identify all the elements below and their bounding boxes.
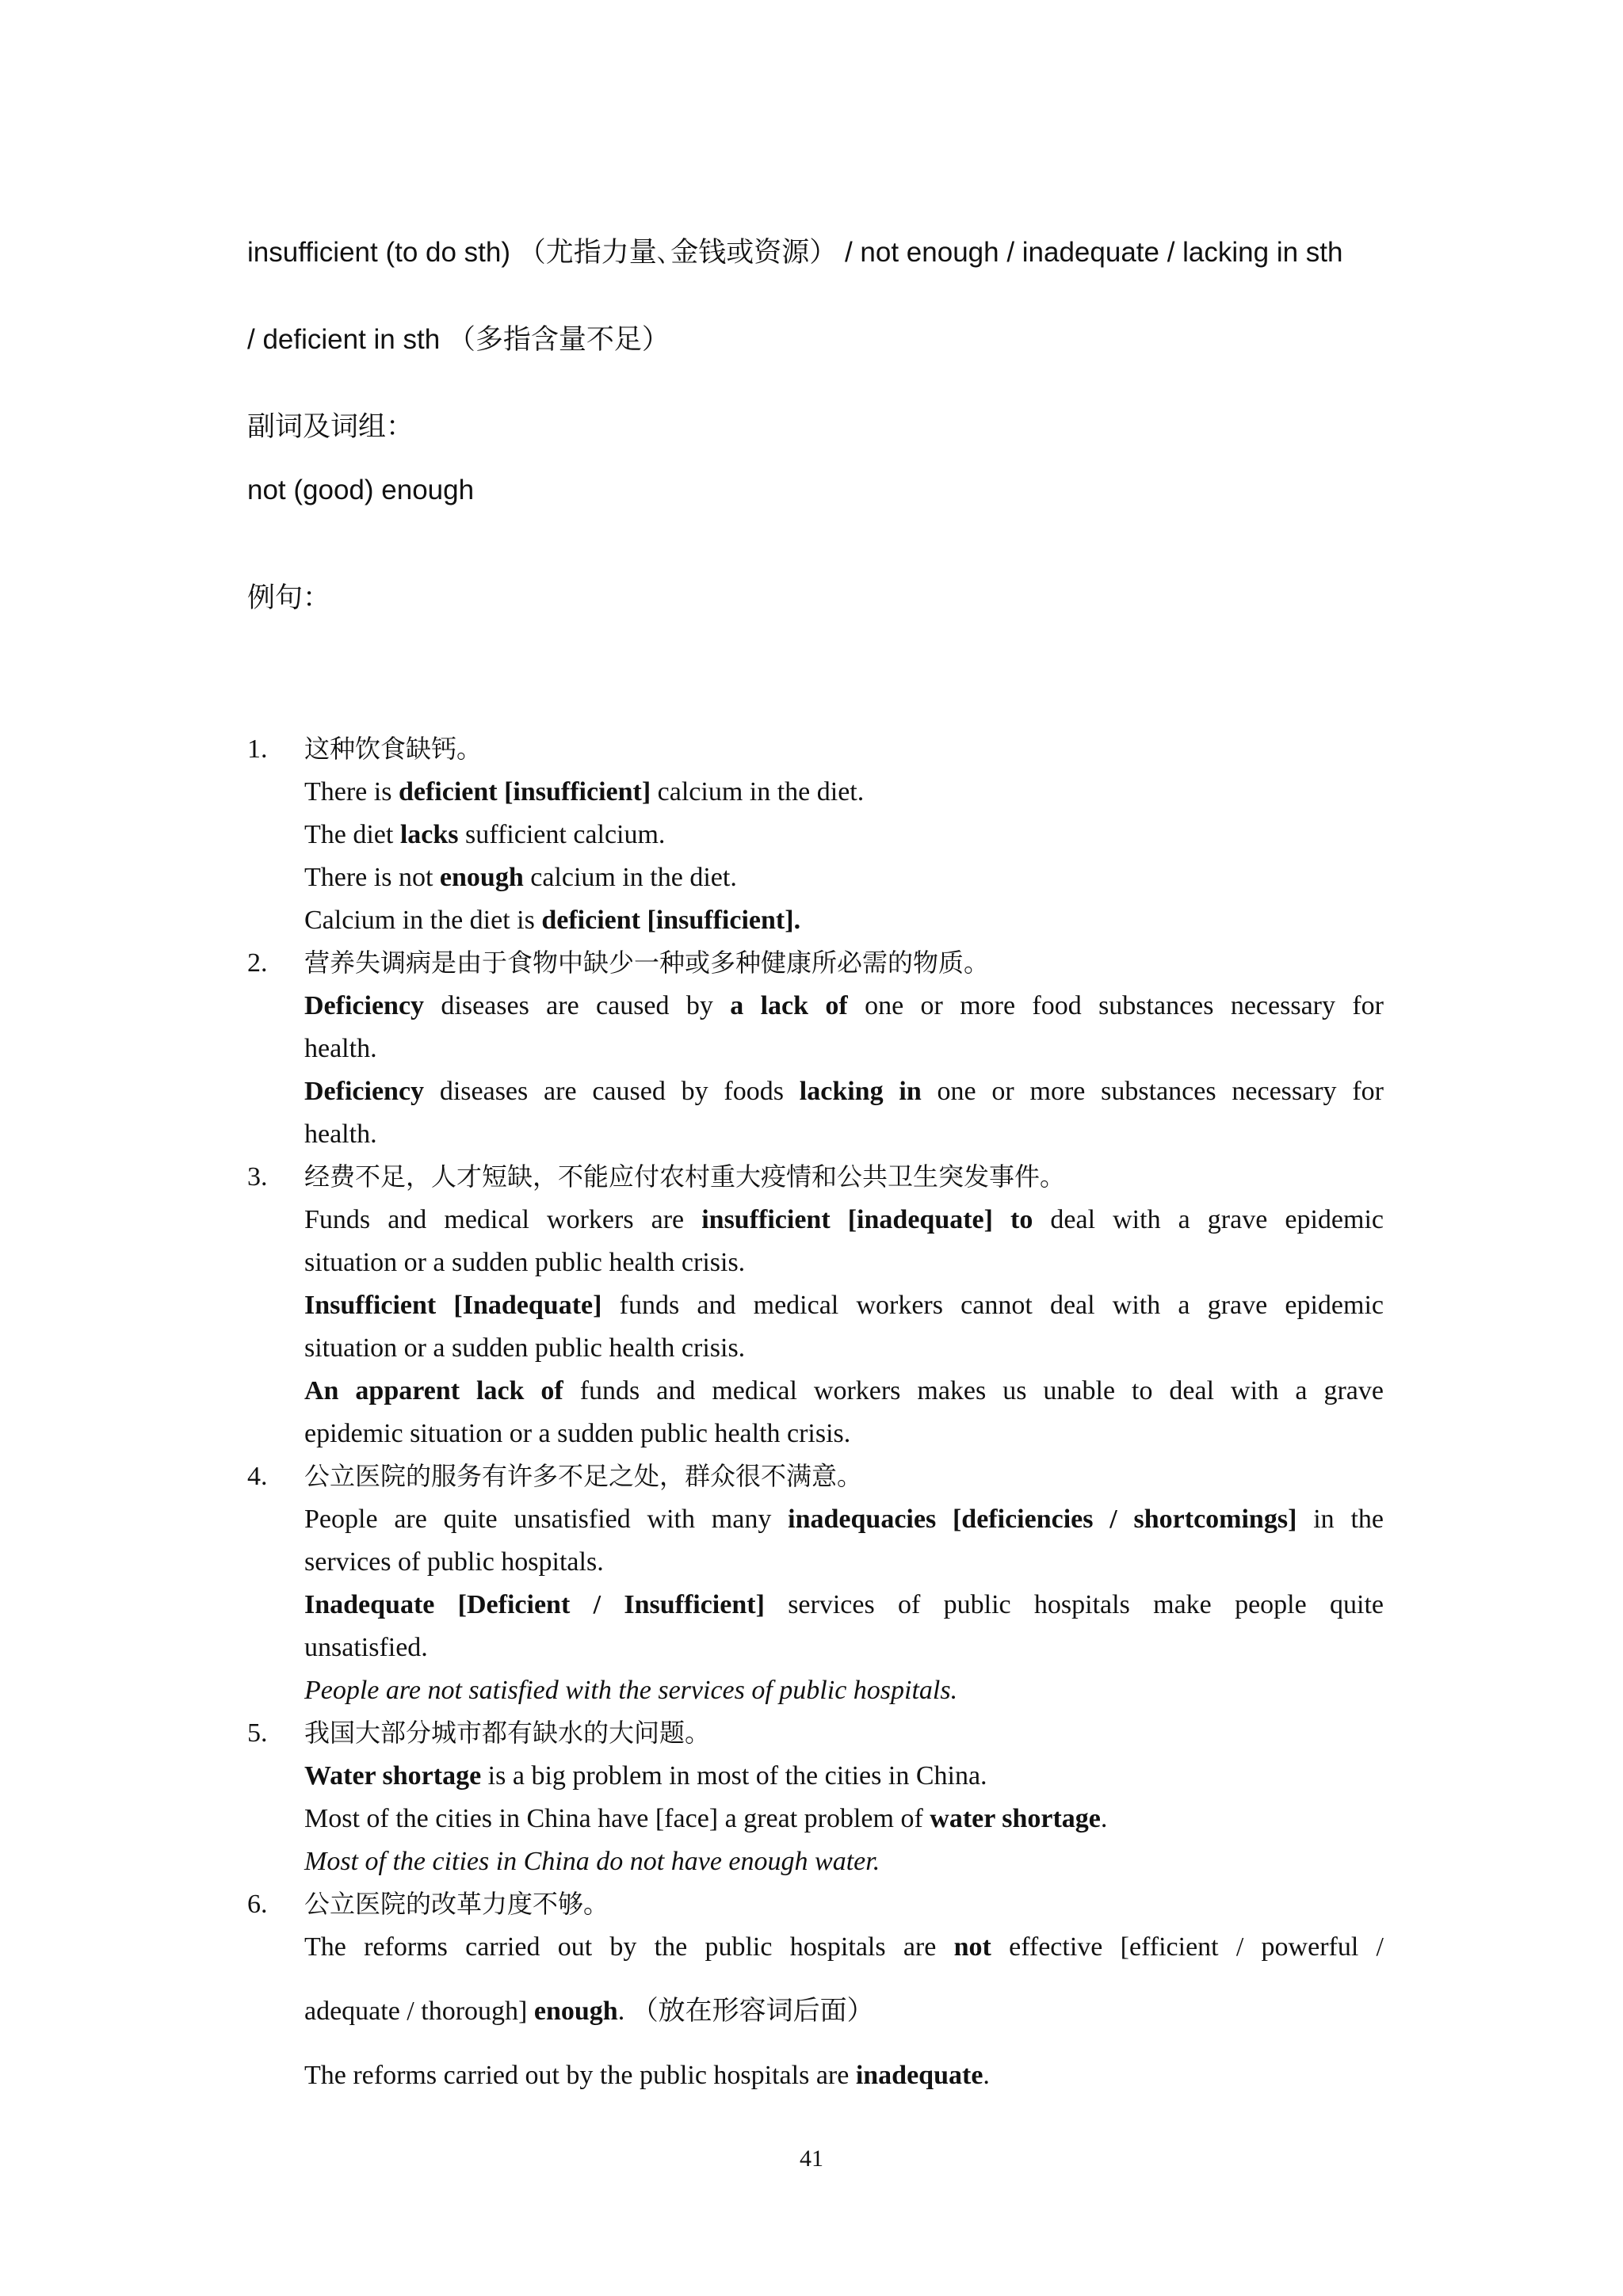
example-sentence-italic: Most of the cities in China do not have enough water. <box>304 1847 880 1876</box>
item-chinese: 我国大部分城市都有缺水的大问题。 <box>304 1718 711 1748</box>
example-sentence: The reforms carried out by the public hospitals are not effective [efficient / powerful / <box>304 1932 1384 1962</box>
definition-line-2: / deficient in sth （多指含量不足） <box>247 324 670 355</box>
item-chinese: 营养失调病是由于食物中缺少一种或多种健康所必需的物质。 <box>304 948 990 978</box>
item-chinese: 这种饮食缺钙。 <box>304 734 483 764</box>
example-sentence: Inadequate [Deficient / Insufficient] services of public hospitals make people quite <box>304 1590 1384 1619</box>
example-sentence-cont: situation or a sudden public health crisis. <box>304 1333 746 1363</box>
example-sentence-cont: adequate / thorough] enough. （放在形容词后面） <box>304 1995 874 2027</box>
item-number: 4. <box>247 1462 268 1491</box>
item-number: 3. <box>247 1162 268 1192</box>
example-sentence: Deficiency diseases are caused by a lack of one or more food substances necessary for <box>304 991 1384 1020</box>
example-sentence: Funds and medical workers are insufficient [inadequate] to deal with a grave epidemic <box>304 1205 1384 1234</box>
example-sentence: Water shortage is a big problem in most of the cities in China. <box>304 1761 987 1791</box>
examples-heading: 例句： <box>247 582 331 613</box>
example-sentence: An apparent lack of funds and medical workers makes us unable to deal with a grave <box>304 1376 1384 1405</box>
example-sentence: The diet lacks sufficient calcium. <box>304 820 666 849</box>
item-number: 2. <box>247 948 268 978</box>
example-sentence-italic: People are not satisfied with the services of public hospitals. <box>304 1676 958 1705</box>
adverb-heading: 副词及词组： <box>247 411 414 442</box>
adverb-phrase: not (good) enough <box>247 475 475 505</box>
example-sentence: Most of the cities in China have [face] a great problem of water shortage. <box>304 1804 1108 1833</box>
example-sentence: Insufficient [Inadequate] funds and medical workers cannot deal with a grave epidemic <box>304 1291 1384 1320</box>
example-sentence-cont: unsatisfied. <box>304 1633 428 1662</box>
example-sentence: Calcium in the diet is deficient [insufficient]. <box>304 906 801 935</box>
example-sentence-cont: situation or a sudden public health crisis. <box>304 1248 746 1277</box>
example-sentence: People are quite unsatisfied with many inadequacies [deficiencies / shortcomings] in the <box>304 1505 1384 1534</box>
item-chinese: 公立医院的服务有许多不足之处，群众很不满意。 <box>304 1461 863 1491</box>
example-sentence: There is not enough calcium in the diet. <box>304 863 737 892</box>
item-number: 6. <box>247 1890 268 1919</box>
example-sentence-cont: epidemic situation or a sudden public health crisis. <box>304 1419 851 1448</box>
page-number: 41 <box>800 2145 823 2172</box>
definition-line-1: insufficient (to do sth) （尤指力量､金钱或资源） / not enough / inadequate / lacking in sth <box>247 237 1343 268</box>
example-sentence-cont: health. <box>304 1034 377 1063</box>
item-chinese: 公立医院的改革力度不够。 <box>304 1889 609 1919</box>
item-chinese: 经费不足，人才短缺，不能应付农村重大疫情和公共卫生突发事件。 <box>304 1161 1066 1192</box>
example-sentence: There is deficient [insufficient] calcium in the diet. <box>304 777 865 807</box>
example-sentence: The reforms carried out by the public hospitals are inadequate. <box>304 2061 990 2090</box>
example-sentence: Deficiency diseases are caused by foods lacking in one or more substances necessary for <box>304 1077 1384 1106</box>
item-number: 5. <box>247 1718 268 1748</box>
example-sentence-cont: health. <box>304 1119 377 1149</box>
example-sentence-cont: services of public hospitals. <box>304 1547 604 1577</box>
item-number: 1. <box>247 734 268 764</box>
